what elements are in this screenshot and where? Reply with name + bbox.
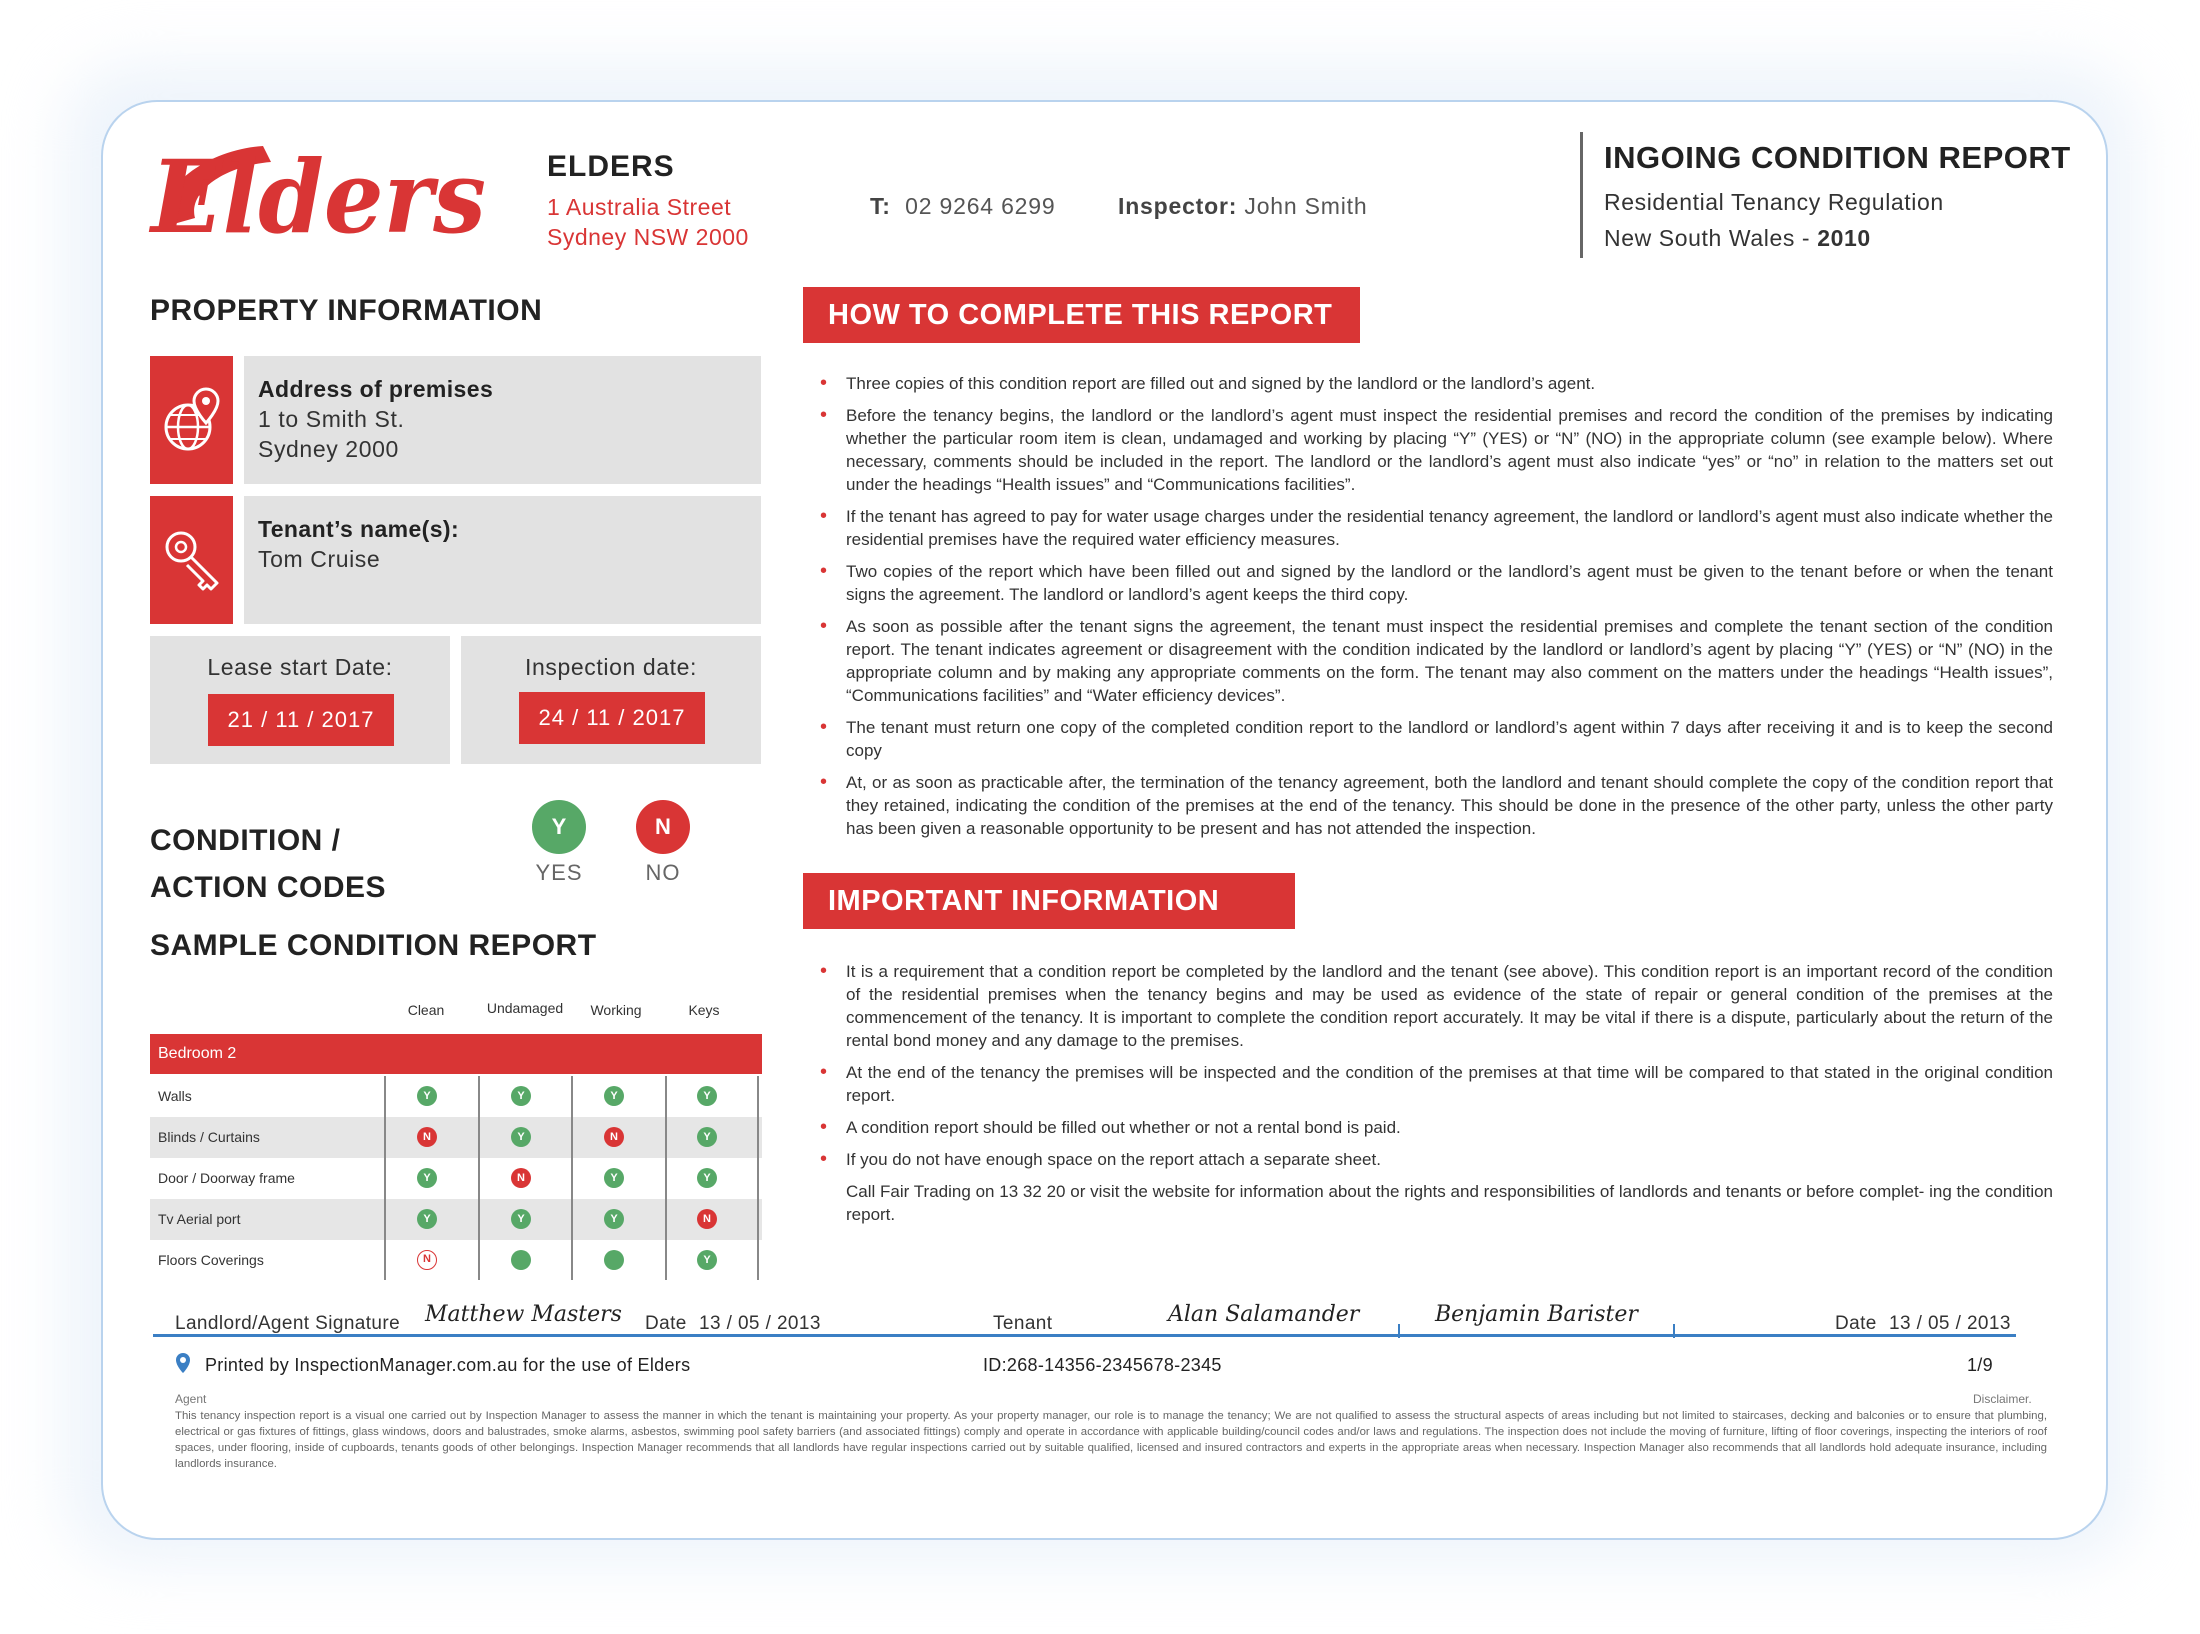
condition-mark — [511, 1250, 531, 1270]
tenant-icon-box — [150, 496, 233, 624]
col-working: Working — [590, 1002, 642, 1018]
landlord-signature: Matthew Masters — [425, 1302, 622, 1327]
condition-mark: Y — [417, 1209, 437, 1229]
tenant-date: 13 / 05 / 2013 — [1889, 1313, 2011, 1334]
condition-mark: Y — [697, 1168, 717, 1188]
globe-pin-icon — [162, 385, 222, 455]
lease-start-date: 21 / 11 / 2017 — [208, 694, 394, 746]
important-list — [818, 960, 2053, 1235]
condition-mark: N — [511, 1168, 531, 1188]
report-region: New South Wales - — [1604, 225, 1818, 251]
printed-by: Printed by InspectionManager.com.au for the use of Elders — [205, 1355, 691, 1375]
address-line1: 1 to Smith St. — [258, 406, 405, 432]
tenant-label: Tenant — [993, 1313, 1053, 1334]
row-item: Floors Coverings — [158, 1252, 264, 1268]
inspection-date-box — [461, 636, 761, 764]
howto-item: • If the tenant has agreed to pay for water usage charges under the residential tenancy agreement, the landlord or landlord’s agent must also indicate whether the residential premises have the required water efficiency measures. — [818, 505, 2053, 551]
condition-mark: Y — [417, 1086, 437, 1106]
location-pin-icon — [175, 1352, 191, 1374]
howto-banner: HOW TO COMPLETE THIS REPORT — [803, 287, 1360, 343]
yes-code-icon: Y — [532, 800, 586, 854]
condition-mark: Y — [697, 1127, 717, 1147]
condition-mark — [604, 1250, 624, 1270]
col-clean: Clean — [407, 1002, 445, 1018]
phone-value: 02 9264 6299 — [905, 193, 1056, 219]
condition-mark: N — [697, 1209, 717, 1229]
logo-text: Elders — [148, 138, 486, 252]
howto-item: • At, or as soon as practicable after, the termination of the tenancy agreement, both the landlord and tenant should complete the copy of the condition report that they retained, indicating the condition of the premises at the end of the tenancy. This should be done in the presence of the other party, unless the other party has been given a reasonable opportunity to be present and has not attended the inspection. — [818, 771, 2053, 840]
signature-line — [153, 1334, 2016, 1337]
howto-list — [818, 372, 2053, 849]
condition-mark: Y — [511, 1086, 531, 1106]
condition-mark: Y — [604, 1209, 624, 1229]
condition-mark: N — [417, 1127, 437, 1147]
signature-tick — [1398, 1324, 1400, 1338]
important-item: • At the end of the tenancy the premises will be inspected and the condition of the premises at that time will be compared to that stated in the original condition report. — [818, 1061, 2053, 1107]
report-title: INGOING CONDITION REPORT — [1604, 140, 2071, 175]
condition-mark: N — [417, 1250, 437, 1270]
condition-marks — [150, 1000, 762, 1300]
agent-label: Agent — [175, 1392, 207, 1406]
condition-mark: Y — [604, 1086, 624, 1106]
codes-title-line1: CONDITION / — [150, 824, 341, 857]
inspection-date-label: Inspection date: — [525, 654, 697, 680]
howto-item: • Two copies of the report which have been filled out and signed by the landlord or the landlord’s agent must be given to the tenant before or when the tenant signs the agreement. The landlord or landlord’s agent keeps the third copy. — [818, 560, 2053, 606]
important-item: • If you do not have enough space on the report attach a separate sheet. — [818, 1148, 2053, 1171]
inspection-date: 24 / 11 / 2017 — [519, 692, 705, 744]
condition-mark: Y — [417, 1168, 437, 1188]
company-phone — [870, 193, 1055, 220]
company-name: ELDERS — [547, 150, 675, 183]
report-subtitle-line2 — [1604, 220, 1944, 256]
landlord-date-label: Date — [645, 1313, 687, 1334]
row-item: Tv Aerial port — [158, 1211, 241, 1227]
row-item: Walls — [158, 1088, 192, 1104]
company-address-line1: 1 Australia Street — [547, 194, 732, 220]
tenant-signature-2: Benjamin Barister — [1435, 1302, 1638, 1327]
tenant-name: Tom Cruise — [258, 546, 381, 572]
company-address-line2: Sydney NSW 2000 — [547, 224, 749, 250]
no-code-label: NO — [645, 860, 681, 885]
no-code-icon: N — [636, 800, 690, 854]
landlord-date: 13 / 05 / 2013 — [699, 1313, 821, 1334]
row-item: Blinds / Curtains — [158, 1129, 260, 1145]
howto-item: • As soon as possible after the tenant signs the agreement, the tenant must inspect the residential premises and complete the tenant section of the condition report. The tenant indicates agreement or disagreement with the condition indicated by the landlord or landlord’s agent by placing “Y” (YES) or “N” (NO) in the appropriate column and by making any appropriate comments on the form. The tenant may also comment on the matters under the headings “Health issues”, “Communications facilities” and “Water efficiency devices”. — [818, 615, 2053, 707]
address-line2: Sydney 2000 — [258, 436, 399, 462]
landlord-signature-label: Landlord/Agent Signature — [175, 1313, 401, 1334]
condition-mark: Y — [511, 1127, 531, 1147]
codes-title-line2: ACTION CODES — [150, 871, 387, 904]
report-subtitle — [1604, 184, 1944, 256]
address-icon-box — [150, 356, 233, 484]
disclaimer-text: This tenancy inspection report is a visual one carried out by Inspection Manager to assess the manner in which the tenant is maintaining your property. As your property manager, our role is to manage the tenancy; We are not qualified to assess the structural aspects of areas including but not limited to staircases, decking and balconies or to ensure that plumbing, electrical or gas fixtures of fittings, glass windows, doors and balustrades, smoke alarms, asbestos, swimming pool safety barriers (and associated fittings) comply and operate in accordance with applicable building/council codes and/or laws and regulations. The inspection does not include the moving of furniture, lifting of floor coverings, inspecting the interiors of roof spaces, under flooring, inside of cupboards, tenants goods of other belongings. Inspection Manager recommends that all landlords have regular inspections carried out by suitable qualified, licensed and insured contractors and experts in the appropriate areas when necessary. Inspection Manager also recommends that all landlords hold adequate insurance, including landlords insurance. — [175, 1410, 2047, 1470]
property-section-title: PROPERTY INFORMATION — [150, 294, 543, 327]
condition-mark: Y — [697, 1086, 717, 1106]
page-number: 1/9 — [1967, 1355, 1993, 1375]
disclaimer-label: Disclaimer. — [1973, 1392, 2032, 1406]
tenant-box — [244, 496, 761, 624]
lease-start-box — [150, 636, 450, 764]
inspector — [1118, 193, 1367, 220]
address-box — [244, 356, 761, 484]
tenant-signature-1: Alan Salamander — [1168, 1302, 1360, 1327]
tenant-label: Tenant’s name(s): — [258, 516, 460, 542]
signature-tick — [1673, 1324, 1675, 1338]
report-page — [101, 100, 2108, 1540]
col-undamaged: Undamaged — [486, 1000, 564, 1016]
report-id: ID:268-14356-2345678-2345 — [983, 1355, 1222, 1375]
important-item: • It is a requirement that a condition report be completed by the landlord and the tenant (see above). This condition report is an important record of the condition of the residential premises when the tenancy begins and may be used as evidence of the state of repair or general condition of the premises at the commencement of the tenancy. It is important to complete the condition report accurately. It may be vital if there is a dispute, particularly about the return of the rental bond money and any damage to the premises. — [818, 960, 2053, 1052]
company-address — [547, 192, 749, 252]
key-icon — [161, 525, 223, 595]
lease-start-label: Lease start Date: — [207, 654, 393, 680]
sample-title: SAMPLE CONDITION REPORT — [150, 929, 597, 962]
important-item: • A condition report should be filled out whether or not a rental bond is paid. — [818, 1116, 2053, 1139]
room-header: Bedroom 2 — [150, 1034, 762, 1074]
howto-item: • Three copies of this condition report are filled out and signed by the landlord or the landlord’s agent. — [818, 372, 2053, 395]
important-banner: IMPORTANT INFORMATION — [803, 873, 1295, 929]
header-divider — [1580, 132, 1583, 258]
condition-mark: Y — [697, 1250, 717, 1270]
row-item: Door / Doorway frame — [158, 1170, 295, 1186]
address-label: Address of premises — [258, 376, 494, 402]
tenant-date-label: Date — [1835, 1313, 1877, 1334]
report-subtitle-line1: Residential Tenancy Regulation — [1604, 189, 1944, 215]
report-year: 2010 — [1817, 225, 1871, 251]
howto-item: • The tenant must return one copy of the completed condition report to the landlord or landlord’s agent within 7 days after receiving it and is to keep the second copy — [818, 716, 2053, 762]
condition-mark: N — [604, 1127, 624, 1147]
elders-logo — [143, 132, 493, 252]
inspector-name: John Smith — [1244, 193, 1368, 219]
condition-mark: Y — [604, 1168, 624, 1188]
howto-item: • Before the tenancy begins, the landlord or the landlord’s agent must inspect the residential premises and record the condition of the premises by indicating whether the particular room item is clean, undamaged and working by placing “Y” (YES) or “N” (NO) in the appropriate column (see example below). Where necessary, comments should be included in the report. The landlord or the landlord’s agent must also indicate “yes” or “no” in relation to the matters set out under the headings “Health issues” and “Communications facilities”. — [818, 404, 2053, 496]
inspector-label: Inspector: — [1118, 193, 1238, 219]
col-keys: Keys — [688, 1002, 720, 1018]
phone-label: T: — [870, 193, 891, 219]
important-closing: Call Fair Trading on 13 32 20 or visit the website for information about the rights and responsibilities of landlords and tenants or before complet- ing the condition report. — [846, 1182, 2053, 1224]
yes-code-label: YES — [535, 860, 583, 885]
condition-mark: Y — [511, 1209, 531, 1229]
